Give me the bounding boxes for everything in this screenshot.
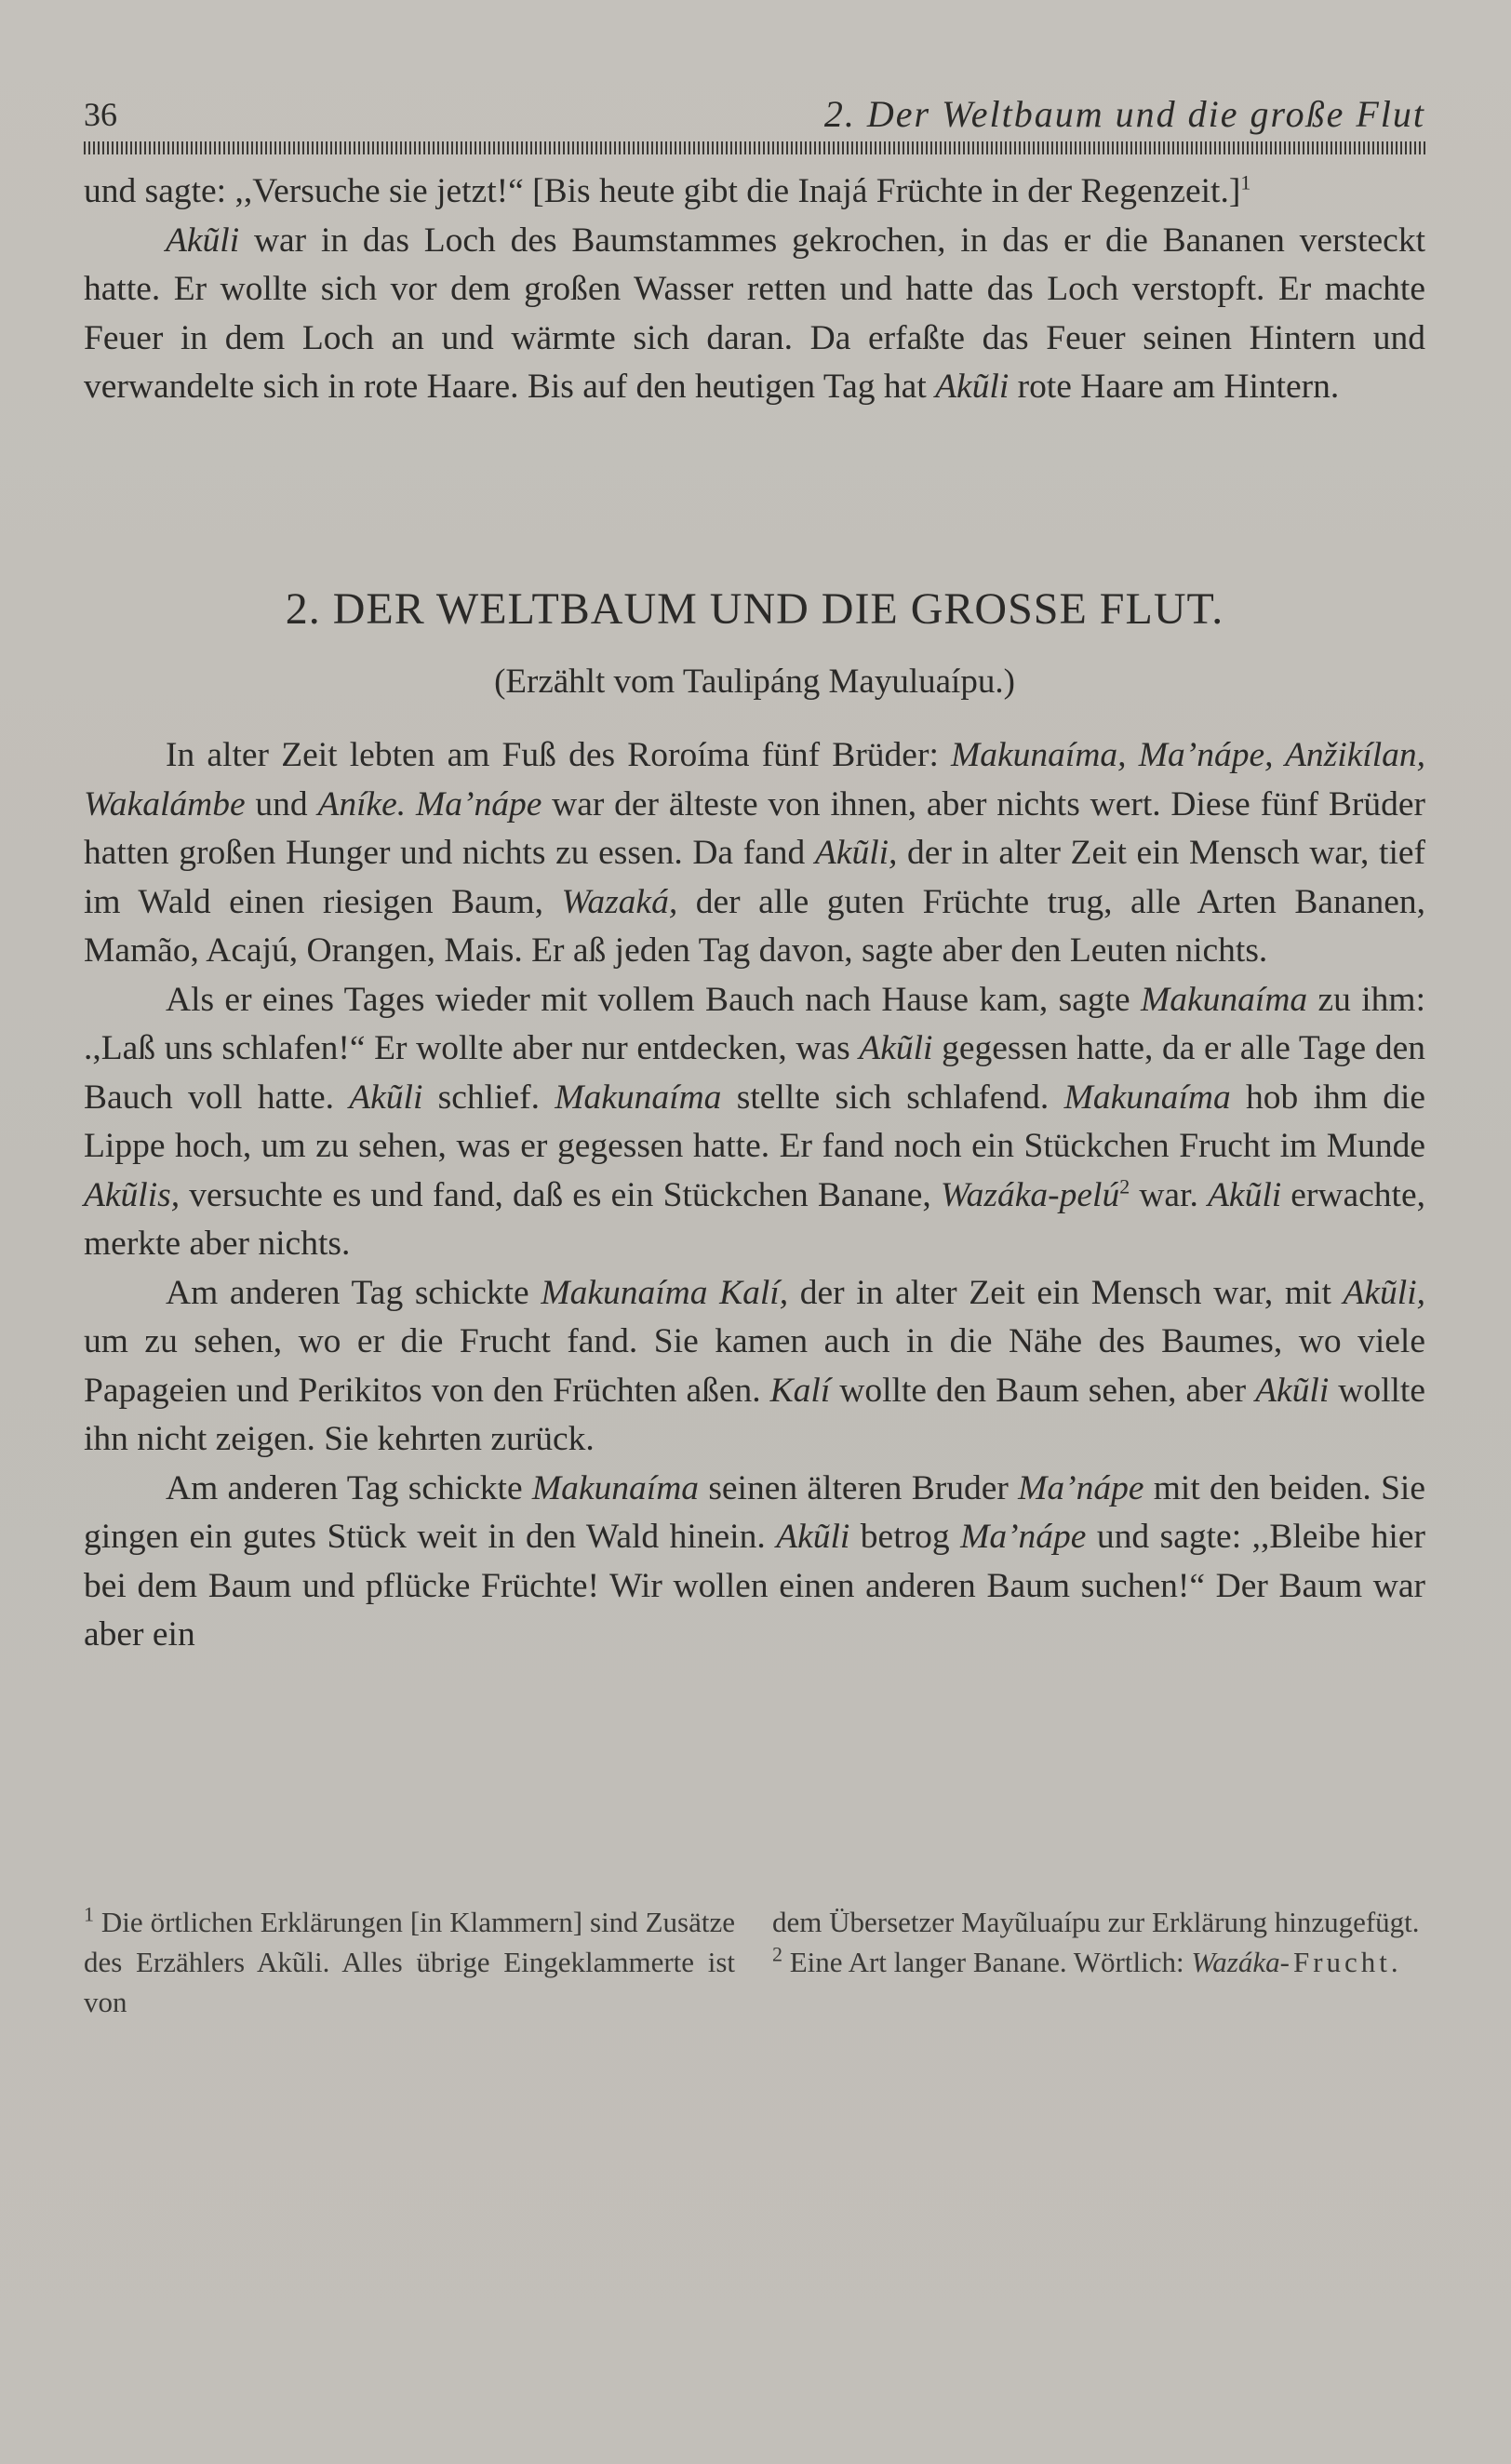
body-paragraph-3 <box>84 1269 1425 1465</box>
page-number: 36 <box>84 96 117 133</box>
text-run: der in alter Zeit ein Mensch war, mit <box>788 1273 1344 1312</box>
italic-name: Aníke. Ma’nápe <box>317 784 542 824</box>
italic-name: Akũli <box>349 1078 423 1117</box>
text-run: wollte ihn nicht zeigen. Sie kehrten zurück. <box>84 1371 1425 1458</box>
footnote-1-continued: dem Übersetzer Mayũluaípu zur Erklärung hinzugefügt. <box>772 1906 1420 1938</box>
chapter-body <box>84 731 1425 1660</box>
italic-name: Akũli, <box>1343 1273 1426 1312</box>
text-run: und <box>245 784 318 824</box>
text-run: stellte sich schlafend. <box>721 1078 1064 1117</box>
chapter-subtitle: (Erzählt vom Taulipáng Mayuluaípu.) <box>494 663 1015 701</box>
italic-name: Akũli <box>1255 1371 1330 1410</box>
footnote-ref-1: 1 <box>1240 170 1251 194</box>
footnote-1: $^1$ Die örtlichen Erklärungen [in Klammern] sind Zusätze des Erzählers Akũli. Alles übrige Eingeklammerte ist von <box>84 1902 735 2018</box>
text-run: hob ihm die Lippe hoch, um zu sehen, was er gegessen hatte. Er fand noch ein Stückchen Frucht im Munde <box>84 1078 1426 1165</box>
text-run: und sagte: ,,Bleibe hier bei dem Baum und pflücke Früchte! Wir wollen einen anderen Baum suchen!“ Der Baum war aber ein <box>84 1518 1425 1654</box>
opening-text <box>84 167 1425 412</box>
text-run: war. <box>1130 1175 1209 1214</box>
text-run: war der älteste von ihnen, aber nichts wert. Diese fünf Brüder hatten großen Hunger und nichts zu essen. Da fand <box>84 784 1425 872</box>
page-header <box>84 91 1425 147</box>
italic-name: Makunaíma <box>1141 980 1308 1019</box>
italic-name: Ma’nápe <box>1018 1468 1144 1507</box>
text-run: um zu sehen, wo er die Frucht fand. Sie kamen auch in die Nähe des Baumes, wo viele Papageien und Perikitos von den Früchten aßen. <box>84 1322 1425 1410</box>
running-title: 2. Der Weltbaum und die große Flut <box>823 93 1425 135</box>
text-run: betrog <box>849 1518 961 1556</box>
italic-name: Makunaíma <box>531 1468 700 1507</box>
footnote-ref: 2 <box>1119 1174 1130 1198</box>
footnotes <box>84 1902 1425 2079</box>
italic-name: Akũli <box>1208 1175 1282 1214</box>
text-run: Am anderen Tag schickte <box>166 1273 542 1312</box>
footnote-column-left <box>84 1902 735 2022</box>
name-akuli: Akũli <box>166 221 240 260</box>
text-run: Als er eines Tages wieder mit vollem Bauch nach Hause kam, sagte <box>166 980 1142 1019</box>
text-run: wollte den Baum sehen, aber <box>830 1371 1256 1410</box>
text-run: schlief. <box>422 1078 555 1117</box>
italic-name: Makunaíma <box>555 1078 722 1117</box>
body-paragraph-1 <box>84 731 1425 976</box>
italic-name: Akũli, <box>814 834 898 872</box>
text-run: der in alter Zeit ein Mensch war, tief im Wald einen riesigen Baum, <box>84 834 1425 921</box>
paragraph-akuli: Akũli war in das Loch des Baumstammes gekrochen, in das er die Bananen versteckt hatte. Er wollte sich vor dem großen Wasser retten und hatte das Loch verstopft. Er machte Feuer in dem Loch an und wärmte sich daran. Da erfaßte das Feuer seinen Hintern und verwandelte sich in rote Haare. Bis auf den heutigen Tag hat Akũli rote Haare am Hintern. <box>84 221 1425 406</box>
chapter-title: 2. DER WELTBAUM UND DIE GROSSE FLUT. <box>285 584 1224 634</box>
text-run: In alter Zeit lebten am Fuß des Roroíma fünf Brüder: <box>166 736 952 774</box>
footnote-column-right <box>772 1902 1424 1982</box>
text-run: seinen älteren Bruder <box>699 1468 1019 1507</box>
italic-name: Makunaíma Kalí, <box>541 1273 789 1312</box>
text-run: Am anderen Tag schickte <box>166 1468 532 1507</box>
italic-name: Ma’nápe <box>960 1518 1087 1556</box>
header-rule <box>84 141 1425 154</box>
italic-name: Akũli <box>859 1029 933 1067</box>
body-paragraph-2 <box>84 976 1425 1269</box>
italic-name: Makunaíma <box>1063 1078 1231 1117</box>
body-paragraph-4 <box>84 1465 1425 1660</box>
italic-name: Wazáka-pelú <box>940 1175 1120 1214</box>
italic-name: Wazaká, <box>561 882 678 921</box>
text-run: erwachte, merkte aber nichts. <box>84 1175 1425 1263</box>
paragraph-continuation: und sagte: ,,Versuche sie jetzt!“ [Bis heute gibt die Inajá Früchte in der Regenzeit.]$^1$ <box>84 170 1251 210</box>
italic-name: Akũli <box>776 1518 850 1556</box>
italic-name: Makunaíma, Ma’nápe, Anžikílan, Wakalámbe <box>84 736 1425 824</box>
text-run: versuchte es und fand, daß es ein Stückchen Banane, <box>180 1175 941 1214</box>
italic-name: Akũlis, <box>84 1175 181 1214</box>
italic-name: Kalí <box>769 1371 831 1410</box>
text-run: gegessen hatte, da er alle Tage den Bauch voll hatte. <box>84 1029 1425 1117</box>
text-run: mit den beiden. Sie gingen ein gutes Stück weit in den Wald hinein. <box>84 1468 1425 1556</box>
text-run: zu ihm: .,Laß uns schlafen!“ Er wollte aber nur entdecken, was <box>84 980 1425 1067</box>
text-run: der alle guten Früchte trug, alle Arten Bananen, Mamão, Acajú, Orangen, Mais. Er aß jeden Tag davon, sagte aber den Leuten nichts. <box>84 882 1425 970</box>
footnote-2: $^2$ Eine Art langer Banane. Wörtlich: Wazáka-Frucht. <box>772 1942 1402 1978</box>
